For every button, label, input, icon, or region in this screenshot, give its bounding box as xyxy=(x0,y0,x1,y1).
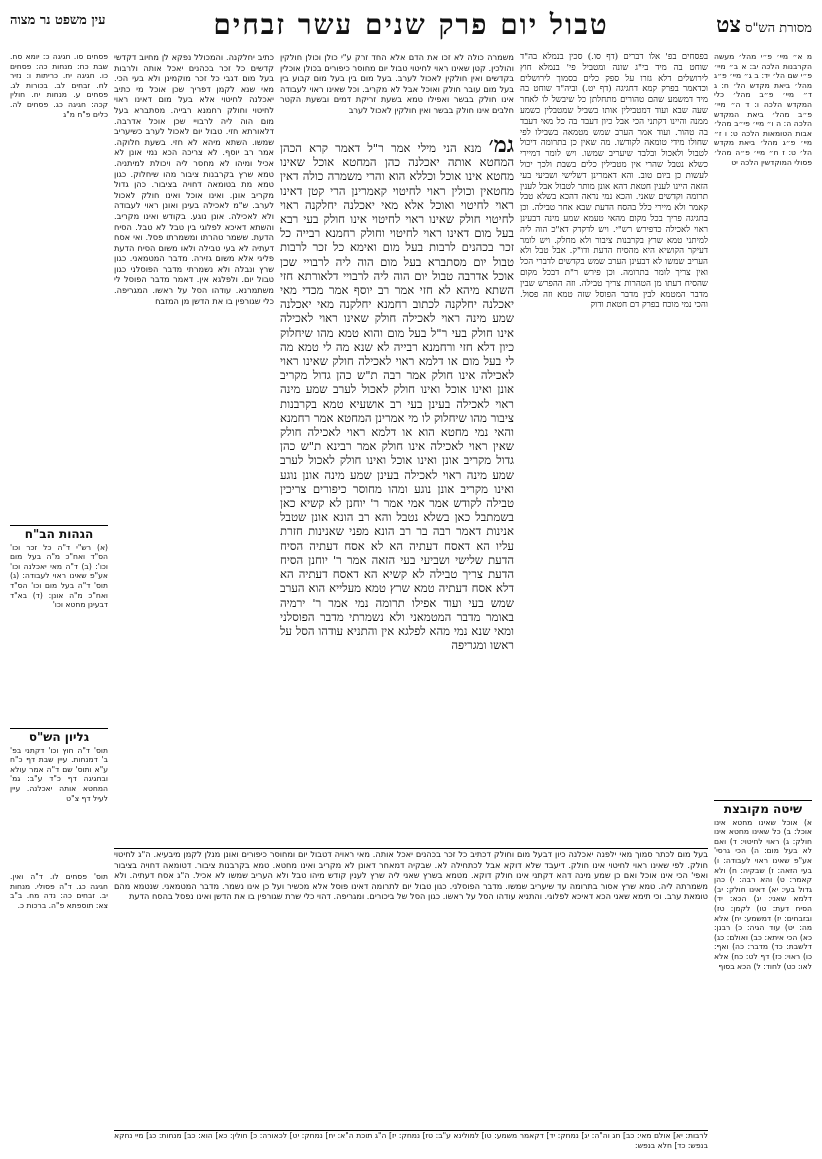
left-margin-upper xyxy=(10,52,108,522)
hagahot-title: הגהות הב"ח xyxy=(24,527,94,541)
footer-notes xyxy=(114,1130,708,1153)
left-margin-lower xyxy=(10,872,108,1142)
commentary-right-column xyxy=(520,52,708,842)
commentary-right-text: בפסחים בפ' אלו דברים (דף סו.) סכין בנמלא בה"ד שוחט בה מיד בי"ג שונה ומטביל פי' בנמלא חוץ לירושלים דלא גזרו על ספק כלים בסמוך לירושלים וכדאמר בפרק קמא דחגיגה (דף יט.) וביה"ד שוחט בה מיד דמשמע שהם טהורים מתחלתן כל שיבשל לו לאחר שעה שבא ועוד דמטבילין אותו בשביל שמטבלין כשמע ממנה והיינו דקתני הכי אבל כיון דעבד בה כל מאי דעבד בה טהור. ועוד אמר הערב שמש מטמאה בשבילו לפי שחולו מידי טומאה לקודשו. מה שאין כן בתרומה דיכול לטבול ולאכול ובלבד שיעריב שמשו. ויש לומר דמיירי כשלא נטבל שהרי אין מטבילין כלים בשבת ולכך יכול לעשות כן ביום טוב. והא דאמרינן דשלישי ושביעי בעי הזאה היינו לענין חטאת דהא אונן מותר לטבול אבל לענין תרומה וקדשים שאני. והכא נמי נראה דהכא בשלא טבל קאמר ולא מיירי כלל בהסח הדעת שבא אחר טבילה. וכן בחגיגה פריך בכל מקום מהאי טעמא שמע מינה דבעינן ראוי לאכילה כדפירש רש"י. ויש לדקדק דא"כ הוה ליה למיתני טמא שרץ בקרבנות ציבור ולא מחלק. ויש לומר דעיקר הקושיא היא מהסיח הדעת ודו"ק. אבל טבל ולא העריב שמשו לא דבעינן הערב שמש בקדשים לדברי הכל ואין צריך לומר בתרומה. וכן פירש ר"ת דבכל מקום שהסיח דעתו מן הטהרות צריך טבילה. וזה ההפרש שבין מדבר המטמא לבין מדבר הפוסל שזה טמא וזה פסול. והכי נמי מוכח בפרק דם חטאת ודוק xyxy=(520,52,708,311)
footer-notes-text: לרבות: יא] אולם מאי: כב] חג וה"ה: יג] נמחק: יד] דקאמר משמע: טו] למולינא ע"ב: טז] נמחק: יז] ה"ג תוכת ה"א: יח] נמחק: יט] לכאורה: כ] חולין: כא] הוא: כב] מנחות: כג] מיי נחקא בנפש: כד] חלא בנפש: xyxy=(114,1131,708,1150)
mishna-block xyxy=(280,52,514,134)
gemara-text: מנא הני מילי אמר ר"ל דאמר קרא הכהן המחטא אותה יאכלנה כהן המחטא אוכל שאינו מחטא אינו אוכל וכללא הוא והרי משמרה כולה דאין מחטאין וכולין ראוי לחיטוי קאמרינן הרי קטן דאינו ראוי לחיטוי ואוכל אלא מאי יאכלנה יחלקנה ראוי לחיטוי חולק שאינו ראוי לחיטוי אינו חולק בעי רבא בעל מום דאינו ראוי לחיטוי וחולק רחמנא רבייה כל זכר בכהנים לרבות בעל מום ואימא כל זכר לרבות טבול יום מסתברא בעל מום הוה ליה לרבויי שכן אוכל אדרבה טבול יום הוה ליה לרבויי דלאורתא חזי השתא מיהא לא חזי אמר רב יוסף אמר מכדי מאי יאכלנה יחלקנה לכתוב רחמנא יחלקנה מאי יאכלנה שמע מינה ראוי לאכילה חולק שאינו ראוי לאכילה אינו חולק בעי ר"ל בעל מום והוא טמא מהו שיחלוק כיון דלא חזי ורחמנא רבייה לא שנא מה לי טמא מה לי בעל מום או דלמא ראוי לאכילה חולק שאינו ראוי לאכילה אינו חולק אמר רבה ת"ש כהן גדול מקריב אונן ואינו אוכל ואינו חולק לאכול לערב שמע מינה ראוי לאכילה בעינן בעי רב אושעיא טמא בקרבנות ציבור מהו שיחלוק לו מי אמרינן המחטא אמר רחמנא והאי נמי מחטא הוא או דלמא ראוי לאכילה חולק שאין ראוי לאכילה אינו חולק אמר רבינא ת"ש כהן גדול מקריב אונן ואינו אוכל ואינו חולק לאכול לערב שמע מינה ראוי לאכילה בעינן שמע מינה אונן נוגע ואינו מקריב אונן נוגע ומהו מחוסר כיפורים צריכין טבילה לקודש אמר אמי אמר ר' יוחנן לא קשיא כאן בשמתבל כאן בשלא נטבל והא רב הונא אונן שטבל אנינות דאמר רבה בר רב הונא מפני שאנינות חזרת עליו הא דאסח דעתיה הא לא אסח דעתיה הסיח הדעת שלישי ושביעי בעי הזאה אמר ר' יוחנן הסיח הדעת צריך טבילה לא קשיא הא דאסח דעתיה הא דלא אסח דעתיה טמא שרץ טמא מעלייא הוא הערב שמש בעי ועוד אפילו תרומה נמי אמר ר' ירמיה באומר מדבר המטמאני ולא נשמרתי מדבר הפוסלני ומאי שנא נמי מהא לפלגא אין והתניא עודהו הסל על ראשו ומגריפה xyxy=(280,141,514,653)
masoret-label xyxy=(698,12,812,38)
left-margin-upper-text: פסחים סו. חגיגה כ: יומא סח. שבת כח: מנחות כה: פסחים כו. חגיגה יח. כריתות ו: נזיר לח. זבחים לב. בכורות לג. פסחים ע. מנחות יח. חולין קכה: חגיגה כג. פסחים לה. כלים פ"ח מ"ג xyxy=(10,52,108,119)
gemara-paragraph xyxy=(280,138,514,652)
hagahot-hab-section xyxy=(10,525,108,726)
shita-mekubetzet-title: שיטה מקובצת xyxy=(723,802,803,816)
commentary-left-column xyxy=(114,52,274,842)
left-margin-lower-text: תוס' פסחים לו. ד"ה ואין. חגיגה כג. ד"ה פסולי. מנחות יב. זבחים כה: נדה מח. ב"ב צא: תוספתא פ"ה. ברכות כ. xyxy=(10,872,108,910)
page-number: צט xyxy=(716,12,741,38)
right-margin-text: מ א״ מיי׳ פ״י מהל׳ מעשה הקרבנות הלכה יב: א ב״ מיי׳ פ״י שם הל׳ יד: ב ג״ מיי׳ פ״ג מהל׳ ביאת מקדש הל׳ ח: ג ד״ מיי׳ פ״ב מהל׳ כלי המקדש הלכה ו: ד ה״ מיי׳ פ״ב מהל׳ ביאת המקדש הלכה ה: ה ו״ מיי׳ פי״ב מהל׳ אבות הטומאות הלכה ט: ו ז״ מיי׳ פ״ג מהל׳ ביאת מקדש הל׳ ט: ז ח״ מיי׳ פ״ה מהל׳ פסולי המוקדשין הלכה יט xyxy=(714,52,812,167)
gilyon-text: תוס' ד"ה חוץ וכו' דקתני בפ' ב' דמנחות. עיין שבת דף כ"ח ע"א ותוס' שם ד"ה אמר עולא ובחגיגה דף כ"ד ע"ב: גמ' המחטא אותה יאכלנה. עיין לעיל דף צ"ט xyxy=(10,745,108,803)
gemara-opening-word: גמ׳ xyxy=(488,138,514,158)
shita-mekubetzet-text: א) אוכל שאינו מחטא אינו אוכל: ב) כל שאינו מחטא אינו חולק: ג) ראוי לחיטוי: ד) ואם לא בעל מום: ה) הכי גרסי' אע"פ שאינו ראוי לעבודה: ו) בעי הזאה: ז) שבקיה: ח) ולא קאמר: ט) והא רבה: י) כהן גדול בעי: יא) דאינו חולק: יב) דלמא שאני: יג) הכא: יד) הסיח דעת: טו) לקמן: טז) ובזבחים: יז) דמשמע: יח) אלא מה: יט) עוד הגיה: כ) רבנן: כא) הכי איתא: כב) ואולם: כג) דלשבת: כד) מדבר: כה) ואף: כו) ראוי: כז) דף לט: כח) אלא לאו: כט) לחוד: ל) הכא בסוף xyxy=(714,817,812,971)
gilyon-hashas-section xyxy=(10,728,108,869)
gilyon-title: גליון הש"ס xyxy=(28,730,90,744)
right-margin xyxy=(714,52,812,797)
page-title: טבול יום פרק שנים עשר זבחים xyxy=(213,8,609,41)
page-header xyxy=(10,8,812,48)
hagahot-text: (א) רש"י ד"ה כל זכר וכו' הס"ד ואח"כ מ"ה בעל מום וכו': (ב) ד"ה מאי יאכלנה וכו' אע"פ שאינו ראוי לעבודה: (ג) תוס' ד"ה בעל מום וכו' הס"ד ואח"כ מ"ה אונן: (ד) בא"ד דבעינן מחטא וכו' xyxy=(10,542,108,610)
mishna-text: משמרה כולה לא זכו את הדם אלא החד זרק ע"י כולן וכולן חולקין והולכין. קטן שאינו ראוי לחיטוי טבול יום מחוסר כיפורים בכולן אוכלין בקדשים ואין חולקין לאכול לערב. בעל מום בין בעל מום קבוע בין בעל מום עובר חולק ואוכל אבל לא מקריב. וכל שאינו ראוי לעבודה אינו חולק בבשר ואפילו טמא בשעת זריקת דמים ובשעת הקטר חלבים אינו חולק בבשר ואין חולקין לאכול לערב xyxy=(280,52,514,115)
lower-commentary xyxy=(114,848,708,1127)
gemara-column xyxy=(280,138,514,842)
shita-mekubetzet-section xyxy=(714,800,812,1143)
masoret-label-text: מסורת הש"ס xyxy=(745,21,812,36)
ein-mishpat-label: עין משפט נר מצוה xyxy=(10,13,106,28)
commentary-left-text: כתיב יחלקנה. והמכולל נפקא לן מחיוב דקדשי קדשים כל זכר בכהנים יאכל אותה ולרבות בעל מום דגבי כל זכר מוקמינן ולא בעי הכי. מאי שנא לקמן דפריך שכן אוכל מי כתיב יאכלנה לחיטוי אלא בעל מום דאינו ראוי לחיטוי וחולק רחמנא רבייה. מסתברא בעל מום הוה ליה לרבויי שכן אוכל אדרבה. דלאורתא חזי. טבול יום לאכול לערב כשיעריב שמשו. השתא מיהא לא חזי. בשעת חלוקה. אמר רב יוסף. לא צריכה הכא נמי אונן לא אכיל ומיהו לא מחסר ליה ויכולת למיתניה. טמא שרץ בקרבנות ציבור מהו שיחלוק. כגון טמא מת בטומאה דחויה בציבור. כהן גדול מקריב אונן. ואינו אוכל ואינו חולק לאכול לערב. ש"מ לאכילה בעינן ואונן ראוי לעבודה ולא לאכילה. אונן נוגע. בקודש ואינו מקריב. והשתא דאיכא לפלוגי בין טבל לא טבל. הסיח הדעת. ששמר טהרתו ומשמרתו פסל. ואי אסח דעתיה לא בעי טבילה ולאו משום הסיח הדעת פליגי אלא משום גזירה. מדבר המטמאני. כגון שרץ ונבלה ולא נשמרתי מדבר הפוסלני כגון טבול יום. ולפלגא אין. דאמר מדבר הפוסל לי משתמרנא. עודהו הסל על ראשו. המגריפה. כלי שגורפין בו את הדשן מן המזבח xyxy=(114,52,274,306)
lower-commentary-text: בעל מום לכתר סמוך מאי ילפנה יאכלנה כיון דבעל מום וחולק דכתיב כל זכר בכהנים יאכל אותה. מאי ראויה דטבול יום ומחוסר כיפורים ואונן מנלן לקמן מיבעיא. ה"ג לחיטוי חולק. לפי שאינו ראוי לחיטוי אינו חולק. דיעבד שלא דוקא אבל לכתחילה לא. שבקיה דמאחר דאונן לא מקריב ואינו מחטא. טמא בקרבנות ציבור. דטומאה דחויה בציבור ואפי' הכי אינו אוכל ואם כן שמע מינה דהא דקתני אינו חולק דוקא. מטמא בשרץ שאני ליה שרץ לענין קודש מיהו טבל ולא העריב שמשו לא אכיל. ה"ג אסח דעתיה. ולא משמרתה ליה. טמא שרץ אסור בתרומה עד שיעריב שמשו. מדבר הפוסלני. כגון טבול יום לתרומה דאינו פוסל אלא מכשיר ועל כן אינו נשמר. מדבר המטמאני. שנטמא מהם טומאת ערב. וכי תימא שאני הכא דאיכא לפלוגי. והתניא עודהו הסל על ראשו. כגון הסל של ביכורים. ומגריפה. דהוי כלי שרת שגורפין בו את הדשן ואינו נפסל בהסח הדעת xyxy=(114,849,708,902)
